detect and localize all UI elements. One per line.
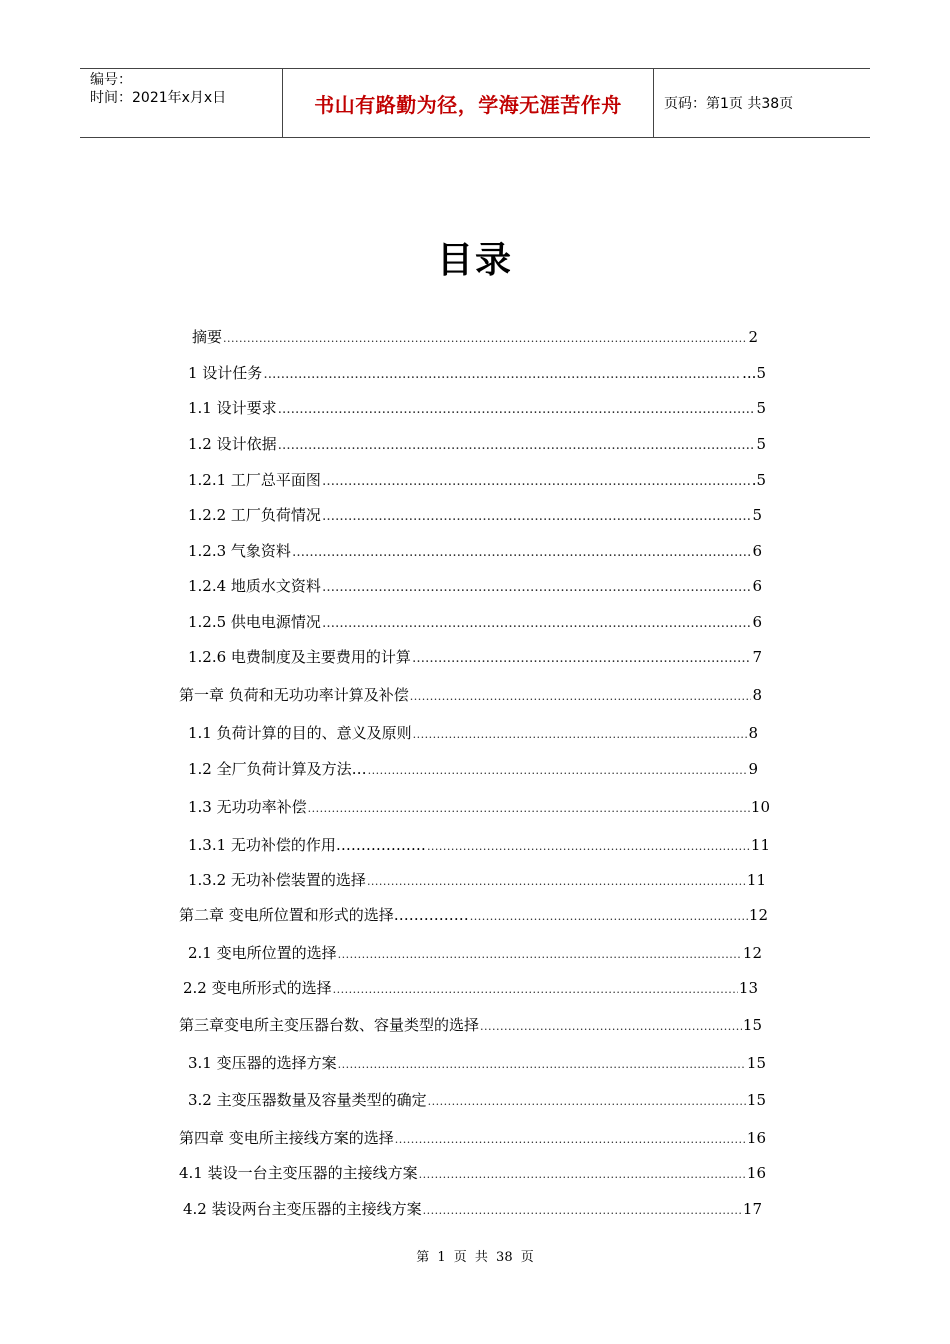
toc-entry-label: 摘要 [192,328,223,346]
toc-leader-dots [308,799,750,819]
toc-entry-page: 2 [748,328,758,346]
toc-entry-page: 16 [746,1129,766,1147]
toc-entry-label: 1.2.4 地质水文资料 [188,577,321,595]
toc-entry[interactable] [188,1053,766,1075]
toc-entry[interactable] [188,398,766,420]
toc-leader-dots [322,614,752,634]
toc-leader-dots [367,872,746,892]
toc-entry-page: 9 [748,760,758,778]
toc-entry[interactable] [188,943,762,965]
toc-entry-page: 12 [748,906,768,924]
page-footer: 第 1 页 共 38 页 [416,1250,534,1265]
toc-entry-page: 16 [746,1164,766,1182]
toc-entry-label: 1.2 全厂负荷计算及方法… [188,760,367,778]
toc-entry-label: 2.2 变电所形式的选择 [183,979,332,997]
toc-entry-page: 6 [752,613,762,631]
toc-entry-label: 3.2 主变压器数量及容量类型的确定 [188,1091,427,1109]
toc-leader-dots [292,543,752,563]
toc-entry[interactable] [188,870,766,892]
page-info-text: 页码：第1页 共38页 [664,96,794,112]
toc-leader-dots [322,472,751,492]
toc-entry-page: ...5 [742,364,766,382]
page-title: 目录 [436,240,513,281]
toc-entry-page: 5 [756,435,766,453]
toc-leader-dots [413,725,748,745]
toc-entry-label: 1.2.2 工厂负荷情况 [188,506,321,524]
toc-entry[interactable] [188,647,762,669]
toc-leader-dots [338,945,742,965]
toc-entry[interactable] [179,1128,766,1150]
toc-entry[interactable] [188,1090,766,1112]
toc-entry[interactable] [188,576,762,598]
document-time-label: 时间：2021年x月x日 [90,90,227,106]
toc-entry[interactable] [188,434,766,456]
toc-leader-dots [470,907,748,927]
toc-entry[interactable] [179,1015,762,1037]
toc-leader-dots [278,400,756,420]
toc-leader-dots [322,507,752,527]
toc-entry-label: 第二章 变电所位置和形式的选择…………… [179,906,469,924]
toc-entry-label: 第四章 变电所主接线方案的选择 [179,1129,394,1147]
toc-entry-label: 4.2 装设两台主变压器的主接线方案 [183,1200,422,1218]
toc-entry-page: 12 [742,944,762,962]
toc-entry-label: 1.3 无功功率补偿 [188,798,307,816]
toc-entry[interactable] [188,759,758,781]
toc-leader-dots [322,578,752,598]
toc-leader-dots [427,837,750,857]
toc-entry-page: 8 [752,686,762,704]
toc-entry-page: 5 [756,399,766,417]
toc-entry[interactable] [188,505,762,527]
toc-entry-label: 第三章变电所主变压器台数、容量类型的选择 [179,1016,480,1034]
toc-entry-page: 10 [750,798,770,816]
toc-entry[interactable] [188,363,766,385]
toc-leader-dots [333,980,738,1000]
toc-entry-page: 17 [742,1200,762,1218]
toc-entry[interactable] [183,978,758,1000]
header-motto: 书山有路勤为径，学海无涯苦作舟 [314,92,622,117]
toc-entry[interactable] [192,327,758,349]
toc-entry-label: 1.1 负荷计算的目的、意义及原则 [188,724,412,742]
toc-entry-page: .5 [751,471,766,489]
toc-entry-label: 1.3.1 无功补偿的作用……………… [188,836,426,854]
toc-entry[interactable] [188,723,758,745]
toc-leader-dots [368,761,748,781]
toc-entry[interactable] [188,835,770,857]
toc-entry-page: 15 [742,1016,762,1034]
toc-leader-dots [263,365,741,385]
toc-entry-page: 7 [752,648,762,666]
toc-entry-label: 1.2.6 电费制度及主要费用的计算 [188,648,411,666]
toc-entry-page: 11 [746,871,766,889]
toc-leader-dots [419,1165,746,1185]
toc-entry[interactable] [179,1163,766,1185]
toc-entry-label: 1.2.3 气象资料 [188,542,291,560]
toc-entry-label: 2.1 变电所位置的选择 [188,944,337,962]
toc-leader-dots [423,1201,742,1221]
toc-entry-page: 11 [750,836,770,854]
toc-entry[interactable] [188,612,762,634]
toc-entry[interactable] [188,541,762,563]
toc-leader-dots [480,1017,742,1037]
toc-leader-dots [428,1092,746,1112]
toc-entry-label: 1.3.2 无功补偿装置的选择 [188,871,366,889]
toc-entry-page: 5 [752,506,762,524]
toc-entry-label: 1 设计任务 [188,364,263,382]
document-number-label: 编号： [90,72,132,88]
toc-leader-dots [223,329,747,349]
toc-leader-dots [278,436,756,456]
toc-entry-page: 13 [738,979,758,997]
toc-entry-label: 1.2.5 供电电源情况 [188,613,321,631]
toc-entry-page: 6 [752,577,762,595]
toc-entry[interactable] [188,470,766,492]
toc-entry[interactable] [188,797,770,819]
toc-entry-label: 3.1 变压器的选择方案 [188,1054,337,1072]
toc-leader-dots [338,1055,746,1075]
toc-entry-label: 4.1 装设一台主变压器的主接线方案 [179,1164,418,1182]
toc-leader-dots [395,1130,746,1150]
toc-entry[interactable] [179,685,762,707]
toc-entry-label: 1.1 设计要求 [188,399,277,417]
toc-entry-page: 8 [748,724,758,742]
toc-entry[interactable] [179,905,768,927]
toc-entry-page: 15 [746,1054,766,1072]
toc-entry[interactable] [183,1199,762,1221]
toc-leader-dots [410,687,752,707]
toc-entry-page: 6 [752,542,762,560]
toc-entry-page: 15 [746,1091,766,1109]
toc-entry-label: 1.2 设计依据 [188,435,277,453]
toc-entry-label: 第一章 负荷和无功功率计算及补偿 [179,686,409,704]
toc-entry-label: 1.2.1 工厂总平面图 [188,471,321,489]
toc-leader-dots [412,649,752,669]
